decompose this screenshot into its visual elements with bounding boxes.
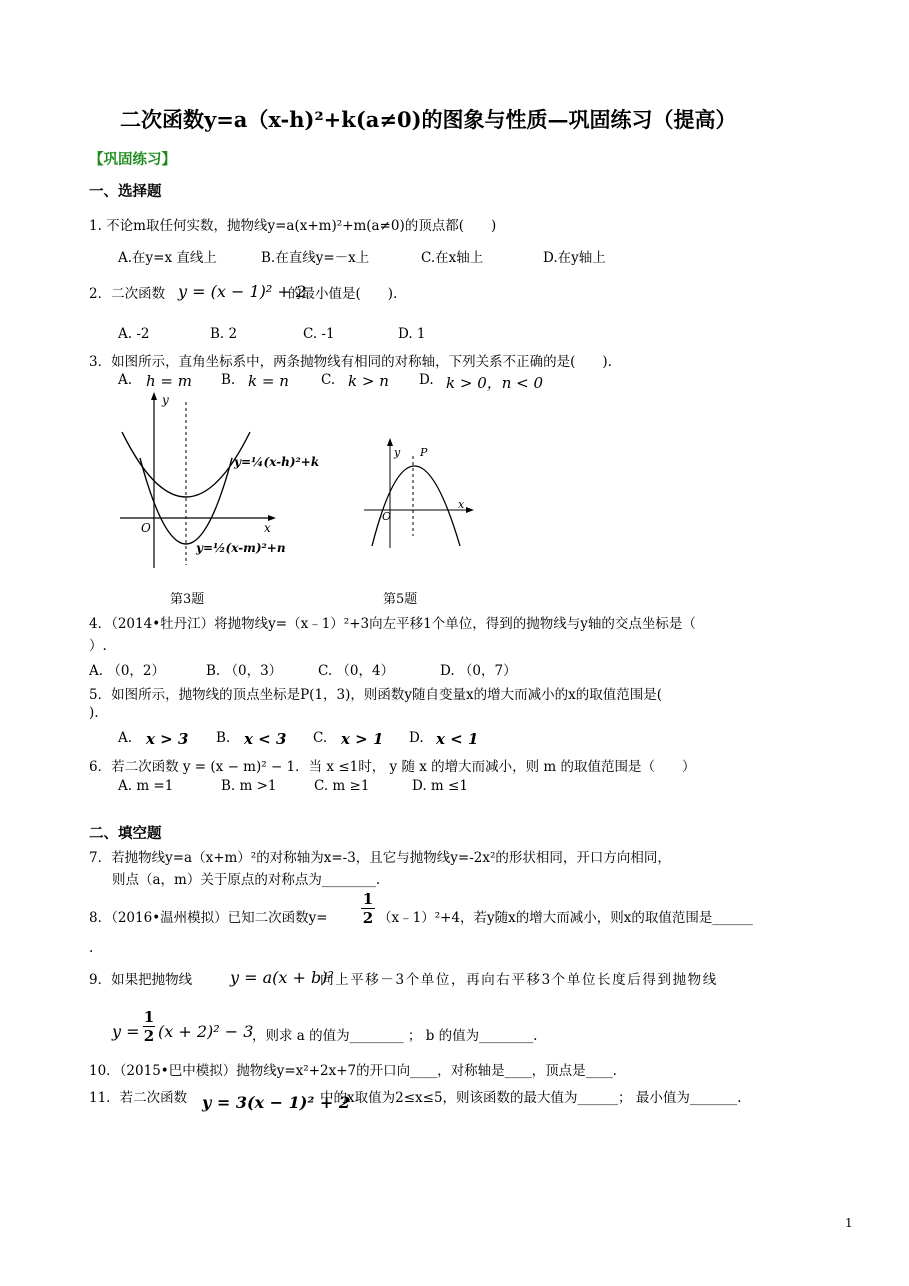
q9-result-y: y =: [112, 1022, 140, 1041]
q3-option-c: k > n: [348, 372, 389, 390]
q5-option-c: x > 1: [341, 730, 384, 748]
q8-fraction-numerator: 1: [362, 890, 374, 908]
q3-option-b-label: B.: [221, 372, 236, 388]
q4-stem-line1: 4．（2014•牡丹江）将抛物线y=（x﹣1）²+3向左平移1个单位，得到的抛物线与y轴的交点坐标是（: [89, 616, 696, 632]
fig5-caption: 第5题: [383, 592, 418, 607]
q3-option-a: h = m: [146, 372, 192, 390]
q6-option-d: D. m ≤1: [412, 778, 468, 794]
q11-stem-post: 中的x取值为2≤x≤5，则该函数的最大值为______； 最小值为_______.: [320, 1090, 742, 1106]
fig5-origin-label: O: [382, 510, 392, 523]
q10-stem: 10．（2015•巴中模拟）抛物线y=x²+2x+7的开口向____，对称轴是____，顶点是____.: [89, 1063, 617, 1079]
q4-option-d: D. （0，7）: [440, 663, 517, 679]
fig3-caption: 第3题: [170, 592, 205, 607]
q5-option-b-label: B.: [216, 730, 231, 746]
q5-option-b: x < 3: [244, 730, 287, 748]
q8-stem-post: （x﹣1）²+4，若y随x的增大而减小，则x的取值范围是______: [378, 910, 753, 926]
q2-stem-post: 的最小值是( ).: [288, 286, 398, 302]
q2-formula: y = (x − 1)² + 2: [178, 282, 307, 301]
q8-fraction-denominator: 2: [362, 909, 374, 927]
fig3-y-label: y: [162, 393, 169, 407]
fig5-x-arrow: [466, 507, 474, 513]
q6-option-b: B. m >1: [221, 778, 277, 794]
q5-stem-line1: 5．如图所示，抛物线的顶点坐标是P(1，3)，则函数y随自变量x的增大而减小的x的取值范围是(: [89, 687, 663, 703]
q3-option-a-label: A.: [118, 372, 133, 388]
q2-option-b: B. 2: [210, 326, 238, 342]
q9-fraction: [143, 1008, 155, 1045]
q3-option-b: k = n: [248, 372, 289, 390]
page-number: 1: [845, 1216, 853, 1230]
q9-stem-post: 向上平移－3个单位，再向右平移3个单位长度后得到抛物线: [320, 972, 718, 988]
q2-option-a: A. -2: [118, 326, 150, 342]
section-choice-heading: 一、选择题: [89, 183, 162, 200]
section-bracket-label: 【巩固练习】: [89, 151, 176, 168]
fig5-parabola: [372, 466, 460, 546]
q2-option-c: C. -1: [303, 326, 335, 342]
q11-stem-pre: 11．若二次函数: [89, 1090, 188, 1106]
page-title: 二次函数y=a（x-h)²+k(a≠0)的图象与性质—巩固练习（提高）: [120, 107, 737, 132]
fig3-origin-label: O: [141, 521, 151, 535]
q5-option-c-label: C.: [313, 730, 328, 746]
q1-option-a: A.在y=x 直线上: [118, 250, 217, 266]
fig3-lower-equation: y=½(x-m)²+n: [196, 541, 286, 555]
q1-stem: 1. 不论m取任何实数，抛物线y=a(x+m)²+m(a≠0)的顶点都( ): [89, 218, 497, 234]
q9-result-formula: (x + 2)² − 3: [158, 1022, 254, 1041]
q6-option-c: C. m ≥1: [314, 778, 370, 794]
q8-stem-line2: .: [89, 940, 94, 956]
fig3-y-arrow: [151, 392, 157, 400]
figure-q3-graph: [110, 390, 350, 570]
q8-fraction: [361, 890, 375, 927]
fig5-vertex-label: P: [420, 446, 428, 459]
q4-option-a: A. （0，2）: [89, 663, 166, 679]
q9-stem-pre: 9．如果把抛物线: [89, 972, 193, 988]
q6-option-a: A. m =1: [118, 778, 174, 794]
q9-stem-post2: ，则求 a 的值为________ ； b 的值为________.: [252, 1028, 538, 1044]
q9-fraction-denominator: 2: [143, 1027, 155, 1045]
q1-option-b: B.在直线y=－x上: [261, 250, 370, 266]
q2-option-d: D. 1: [398, 326, 426, 342]
q7-stem-line2: 则点（a，m）关于原点的对称点为________.: [112, 872, 381, 888]
fig3-x-label: x: [264, 521, 271, 535]
figure-q5-graph: [360, 436, 480, 551]
q5-stem-line2: ).: [89, 705, 99, 721]
q1-option-c: C.在x轴上: [421, 250, 484, 266]
q4-option-c: C. （0，4）: [318, 663, 395, 679]
q6-stem: 6．若二次函数 y = (x − m)² − 1．当 x ≤1时， y 随 x 的增大而减小，则 m 的取值范围是（ ）: [89, 759, 696, 775]
q9-formula: y = a(x + b)²: [230, 968, 334, 987]
q1-option-d: D.在y轴上: [543, 250, 606, 266]
fig3-upper-equation: y=¼(x-h)²+k: [234, 455, 320, 469]
q5-option-a-label: A.: [118, 730, 133, 746]
section-fill-heading: 二、填空题: [89, 825, 162, 842]
q5-option-a: x > 3: [146, 730, 189, 748]
q4-option-b: B. （0，3）: [206, 663, 283, 679]
q9-fraction-numerator: 1: [143, 1008, 155, 1026]
q11-formula: y = 3(x − 1)² + 2: [202, 1093, 351, 1112]
fig5-y-arrow: [387, 438, 393, 446]
q3-option-c-label: C.: [321, 372, 336, 388]
q8-stem-pre: 8．（2016•温州模拟）已知二次函数y=: [89, 910, 328, 926]
q3-option-d: k > 0，n < 0: [446, 374, 544, 392]
q3-option-d-label: D.: [419, 372, 434, 388]
q3-stem: 3．如图所示，直角坐标系中，两条抛物线有相同的对称轴，下列关系不正确的是( ).: [89, 354, 612, 370]
q2-stem-pre: 2．二次函数: [89, 286, 166, 302]
q5-option-d-label: D.: [409, 730, 424, 746]
q5-option-d: x < 1: [436, 730, 479, 748]
fig5-x-label: x: [458, 498, 465, 511]
q4-stem-line2: ）.: [89, 638, 107, 654]
fig5-y-label: y: [394, 446, 401, 459]
q7-stem-line1: 7．若抛物线y=a（x+m）²的对称轴为x=-3，且它与抛物线y=-2x²的形状相同，开口方向相同，: [89, 850, 671, 866]
